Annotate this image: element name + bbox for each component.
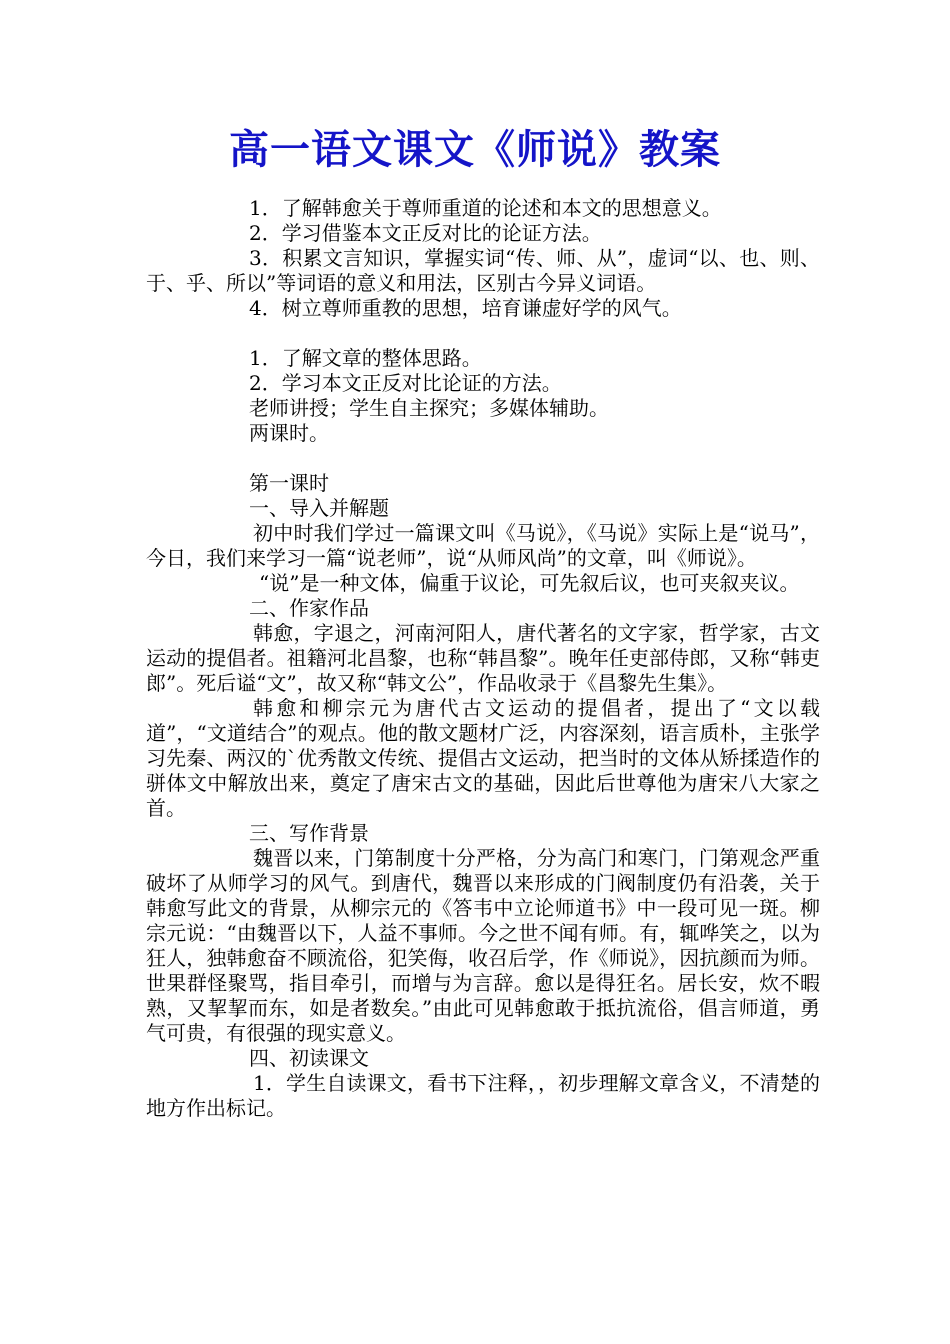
paragraph: 2．学习本文正反对比论证的方法。 (249, 371, 562, 395)
paragraph: 1．了解韩愈关于尊师重道的论述和本文的思想意义。 (249, 196, 722, 220)
paragraph: 1．了解文章的整体思路。 (249, 346, 482, 370)
paragraph: 1．学生自读课文，看书下注释，，初步理解文章含义，不清楚的地方作出标记。 (146, 1071, 820, 1120)
section-heading: 四、初读课文 (249, 1046, 369, 1070)
paragraph: 3．积累文言知识，掌握实词“传、师、从”，虚词“以、也、则、于、乎、所以”等词语的意义和用法，区别古今异义词语。 (146, 246, 820, 295)
section-heading: 二、作家作品 (249, 596, 369, 620)
paragraph: “说”是一种文体，偏重于议论，可先叙后议，也可夹叙夹议。 (259, 571, 800, 595)
paragraph: 2．学习借鉴本文正反对比的论证方法。 (249, 221, 602, 245)
paragraph: 两课时。 (249, 421, 329, 445)
paragraph: 4．树立尊师重教的思想，培育谦虚好学的风气。 (249, 296, 682, 320)
section-heading: 一、导入并解题 (249, 496, 389, 520)
blank-line (146, 446, 820, 471)
paragraph: 老师讲授；学生自主探究；多媒体辅助。 (249, 396, 609, 420)
blank-line (146, 321, 820, 346)
document-title: 高一语文课文《师说》教案 (229, 126, 721, 173)
section-heading: 三、写作背景 (249, 821, 369, 845)
paragraph: 韩愈和柳宗元为唐代古文运动的提倡者，提出了“文以载道”，“文道结合”的观点。他的散文题材广泛，内容深刻，语言质朴，主张学习先秦、两汉的`优秀散文传统、提倡古文运动，把当时的文体从矫揉造作的骈体文中解放出来，奠定了唐宋古文的基础，因此后世尊他为唐宋八大家之首。 (146, 696, 820, 820)
section-heading: 第一课时 (249, 471, 329, 495)
paragraph: 韩愈，字退之，河南河阳人，唐代著名的文字家，哲学家，古文运动的提倡者。祖籍河北昌黎，也称“韩昌黎”。晚年任吏部侍郎，又称“韩吏郎”。死后谥“文”，故又称“韩文公”，作品收录于《昌黎先生集》。 (146, 621, 820, 695)
paragraph: 魏晋以来，门第制度十分严格，分为高门和寒门，门第观念严重破坏了从师学习的风气。到唐代，魏晋以来形成的门阀制度仍有沿袭，关于韩愈写此文的背景，从柳宗元的《答韦中立论师道书》中一段可见一斑。柳宗元说：“由魏晋以下，人益不事师。今之世不闻有师。有，辄哗笑之，以为狂人，独韩愈奋不顾流俗，犯笑侮，收召后学，作《师说》，因抗颜而为师。世果群怪聚骂，指目牵引，而增与为言辞。愈以是得狂名。居长安，炊不暇熟，又挈挈而东，如是者数矣。”由此可见韩愈敢于抵抗流俗，倡言师道，勇气可贵，有很强的现实意义。 (146, 846, 820, 1045)
document-body (146, 196, 820, 1121)
paragraph: 初中时我们学过一篇课文叫《马说》，《马说》实际上是“说马”，今日，我们来学习一篇“说老师”，说“从师风尚”的文章，叫《师说》。 (146, 521, 820, 570)
